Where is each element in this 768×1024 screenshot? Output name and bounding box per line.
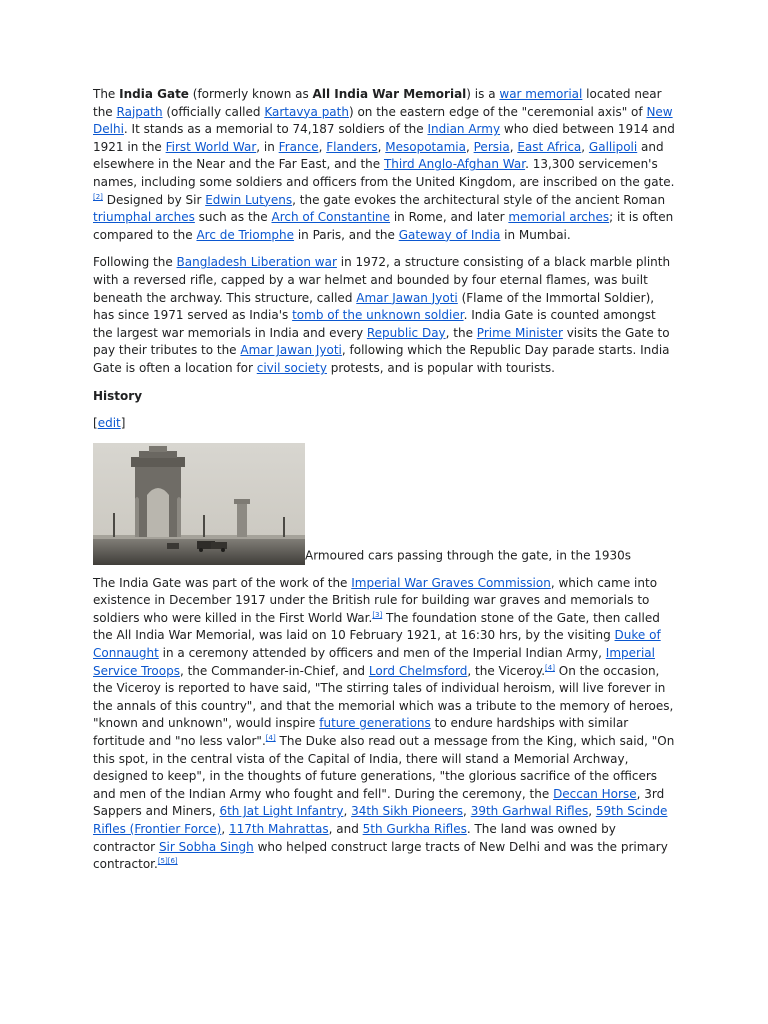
link-arch-of-constantine[interactable]: Arch of Constantine <box>271 210 391 225</box>
link-6th-jat-light-infantry[interactable]: 6th Jat Light Infantry <box>219 804 344 819</box>
text: , <box>377 139 386 154</box>
link-first-world-war[interactable]: First World War <box>165 139 257 154</box>
link-east-africa[interactable]: East Africa <box>517 139 582 154</box>
text: protests, and is popular with tourists. <box>326 360 555 375</box>
figure-caption: Armoured cars passing through the gate, in the 1930s <box>305 548 632 563</box>
link-gateway-of-india[interactable]: Gateway of India <box>398 227 501 242</box>
link-mesopotamia[interactable]: Mesopotamia <box>385 139 466 154</box>
text: who died between 1914 and 1921 in the <box>93 122 675 154</box>
link-lord-chelmsford[interactable]: Lord Chelmsford <box>368 663 468 678</box>
text: The <box>93 87 120 101</box>
text: , the Viceroy. <box>467 663 546 678</box>
reference-link-4[interactable]: [4] <box>265 734 276 743</box>
text: , <box>343 804 352 819</box>
text: located near the <box>93 87 662 119</box>
text: ; it is often compared to the <box>93 210 674 242</box>
link-sir-sobha-singh[interactable]: Sir Sobha Singh <box>158 839 254 854</box>
reference-5-6 <box>158 857 178 865</box>
text: . India Gate is counted amongst the largest war memorials in India and every <box>93 308 656 340</box>
bracket: ] <box>120 416 126 431</box>
reference-link-5-6[interactable]: [5][6] <box>157 857 178 866</box>
text: , the <box>445 325 477 340</box>
text: ) is a <box>466 87 500 101</box>
edit-section <box>93 415 678 433</box>
text: in Mumbai. <box>500 227 571 242</box>
link-tomb-of-the-unknown-soldier[interactable]: tomb of the unknown soldier <box>292 308 464 323</box>
link-indian-army[interactable]: Indian Army <box>427 122 501 137</box>
text: , following which the Republic Day parade starts. India Gate is often a location for <box>93 343 670 375</box>
reference-4 <box>545 664 555 672</box>
link-imperial-war-graves-commission[interactable]: Imperial War Graves Commission <box>351 575 551 590</box>
text: , in <box>256 139 279 154</box>
text: . The land was owned by contractor <box>93 822 616 854</box>
text: to endure hardships with similar fortitude and "no less valor". <box>93 716 629 749</box>
text: , <box>463 804 471 819</box>
amar-jawan-paragraph <box>93 254 678 377</box>
text: , the gate evokes the architectural style of the ancient Roman <box>292 192 666 207</box>
text: , and <box>328 822 363 836</box>
text: , <box>465 139 474 154</box>
text: , <box>581 139 589 154</box>
link-39th-garhwal-rifles[interactable]: 39th Garhwal Rifles <box>470 804 589 819</box>
link-duke-of-connaught[interactable]: Duke of Connaught <box>93 628 661 661</box>
link-france[interactable]: France <box>278 139 319 154</box>
link-civil-society[interactable]: civil society <box>256 360 327 375</box>
text: The foundation stone of the Gate, then called the All India War Memorial, was laid on 10 February 1921, at 16:30 hrs, by the visiting <box>93 610 660 643</box>
text: visits the Gate to pay their tributes to the <box>93 325 670 358</box>
link-flanders[interactable]: Flanders <box>326 139 378 154</box>
reference-4 <box>266 734 276 742</box>
text: Designed by Sir <box>102 192 206 207</box>
section-heading-history: History <box>93 388 143 403</box>
link-prime-minister[interactable]: Prime Minister <box>476 325 563 340</box>
link-117th-mahrattas[interactable]: 117th Mahrattas <box>228 822 329 836</box>
text: The Duke also read out a message from the King, which said, "On this spot, in the central vista of the Capital of India, there will stand a Memorial Archway, designed to keep", in the thoughts of future generations, "the glorious sacrifice of the officers and men of the Indian Army who fought and fell". During the ceremony, the <box>93 734 675 801</box>
link-gallipoli[interactable]: Gallipoli <box>588 139 638 154</box>
reference-3 <box>372 611 382 619</box>
link-kartavya-path[interactable]: Kartavya path <box>264 104 349 119</box>
bold-term-india-gate: India Gate <box>119 87 189 101</box>
text: . It stands as a memorial to 74,187 soldiers of the <box>123 122 428 137</box>
text: in Rome, and later <box>390 210 509 225</box>
link-third-anglo-afghan-war[interactable]: Third Anglo-Afghan War <box>383 157 526 172</box>
reference-link-4[interactable]: [4] <box>545 663 555 672</box>
link-edwin-lutyens[interactable]: Edwin Lutyens <box>205 192 293 207</box>
link-new-delhi[interactable]: New Delhi <box>93 104 673 137</box>
india-gate-photo <box>93 443 305 565</box>
text: (Flame of the Immortal Soldier), has since 1971 served as India's <box>93 290 655 323</box>
text: in 1972, a structure consisting of a black marble plinth with a reversed rifle, capped by a war helmet and bounded by four eternal flames, was built beneath the archway. This structure, called <box>93 255 671 305</box>
link-future-generations[interactable]: future generations <box>319 716 431 731</box>
intro-paragraph <box>93 86 678 244</box>
link-59th-scinde-rifles[interactable]: 59th Scinde Rifles (Frontier Force) <box>93 804 668 836</box>
history-paragraph <box>93 575 678 874</box>
bold-term-all-india-war-memorial: All India War Memorial <box>312 87 467 101</box>
link-5th-gurkha-rifles[interactable]: 5th Gurkha Rifles <box>362 822 467 836</box>
link-republic-day[interactable]: Republic Day <box>366 325 446 340</box>
text: and elsewhere in the Near and the Far East, and the <box>93 139 664 172</box>
text: , which came into existence in December 1917 under the British rule for building war graves and memorials to soldiers who were killed in the First World War. <box>93 575 658 625</box>
text: . 13,300 servicemen's names, including some soldiers and officers from the United Kingdom, are inscribed on the gate. <box>93 157 675 189</box>
link-34th-sikh-pioneers[interactable]: 34th Sikh Pioneers <box>351 804 464 819</box>
reference-2 <box>93 193 103 201</box>
article-body <box>93 86 678 884</box>
text: in a ceremony attended by officers and men of the Imperial Indian Army, <box>158 646 606 661</box>
link-amar-jawan-jyoti[interactable]: Amar Jawan Jyoti <box>356 290 458 305</box>
text: The India Gate was part of the work of the <box>93 575 352 590</box>
text: , <box>318 139 327 154</box>
link-persia[interactable]: Persia <box>473 139 510 154</box>
text: , 3rd Sappers and Miners, <box>93 786 665 819</box>
edit-link[interactable]: edit <box>97 416 121 431</box>
text: Following the <box>93 255 177 270</box>
link-imperial-service-troops[interactable]: Imperial Service Troops <box>93 646 655 678</box>
link-memorial-arches[interactable]: memorial arches <box>508 210 610 225</box>
bracket: [ <box>93 416 98 431</box>
text: , <box>509 139 518 154</box>
text: (officially called <box>162 104 265 119</box>
reference-link-3[interactable]: [3] <box>372 610 383 619</box>
link-triumphal-arches[interactable]: triumphal arches <box>93 210 195 225</box>
reference-link-2[interactable]: [2] <box>93 192 103 201</box>
link-deccan-horse[interactable]: Deccan Horse <box>553 786 637 801</box>
link-amar-jawan-jyoti[interactable]: Amar Jawan Jyoti <box>240 343 342 358</box>
text: ) on the eastern edge of the "ceremonial axis" of <box>348 104 647 119</box>
text: , <box>588 804 596 819</box>
text: such as the <box>194 210 272 225</box>
text: , <box>221 822 229 836</box>
link-war-memorial[interactable]: war memorial <box>499 87 583 101</box>
text: (formerly known as <box>188 87 313 101</box>
link-rajpath[interactable]: Rajpath <box>116 104 163 119</box>
link-bangladesh-liberation-war[interactable]: Bangladesh Liberation war <box>176 255 337 270</box>
text: On the occasion, the Viceroy is reported to have said, "The stirring tales of individual heroism, will live forever in the annals of this country", and that the memorial which was a tribute to the memory of heroes, "known and unknown", would inspire <box>93 663 674 731</box>
text: in Paris, and the <box>294 227 399 242</box>
text: , the Commander-in-Chief, and <box>179 663 369 678</box>
figure <box>93 443 678 565</box>
text: who helped construct large tracts of New Delhi and was the primary contractor. <box>93 839 668 872</box>
link-arc-de-triomphe[interactable]: Arc de Triomphe <box>196 227 295 242</box>
